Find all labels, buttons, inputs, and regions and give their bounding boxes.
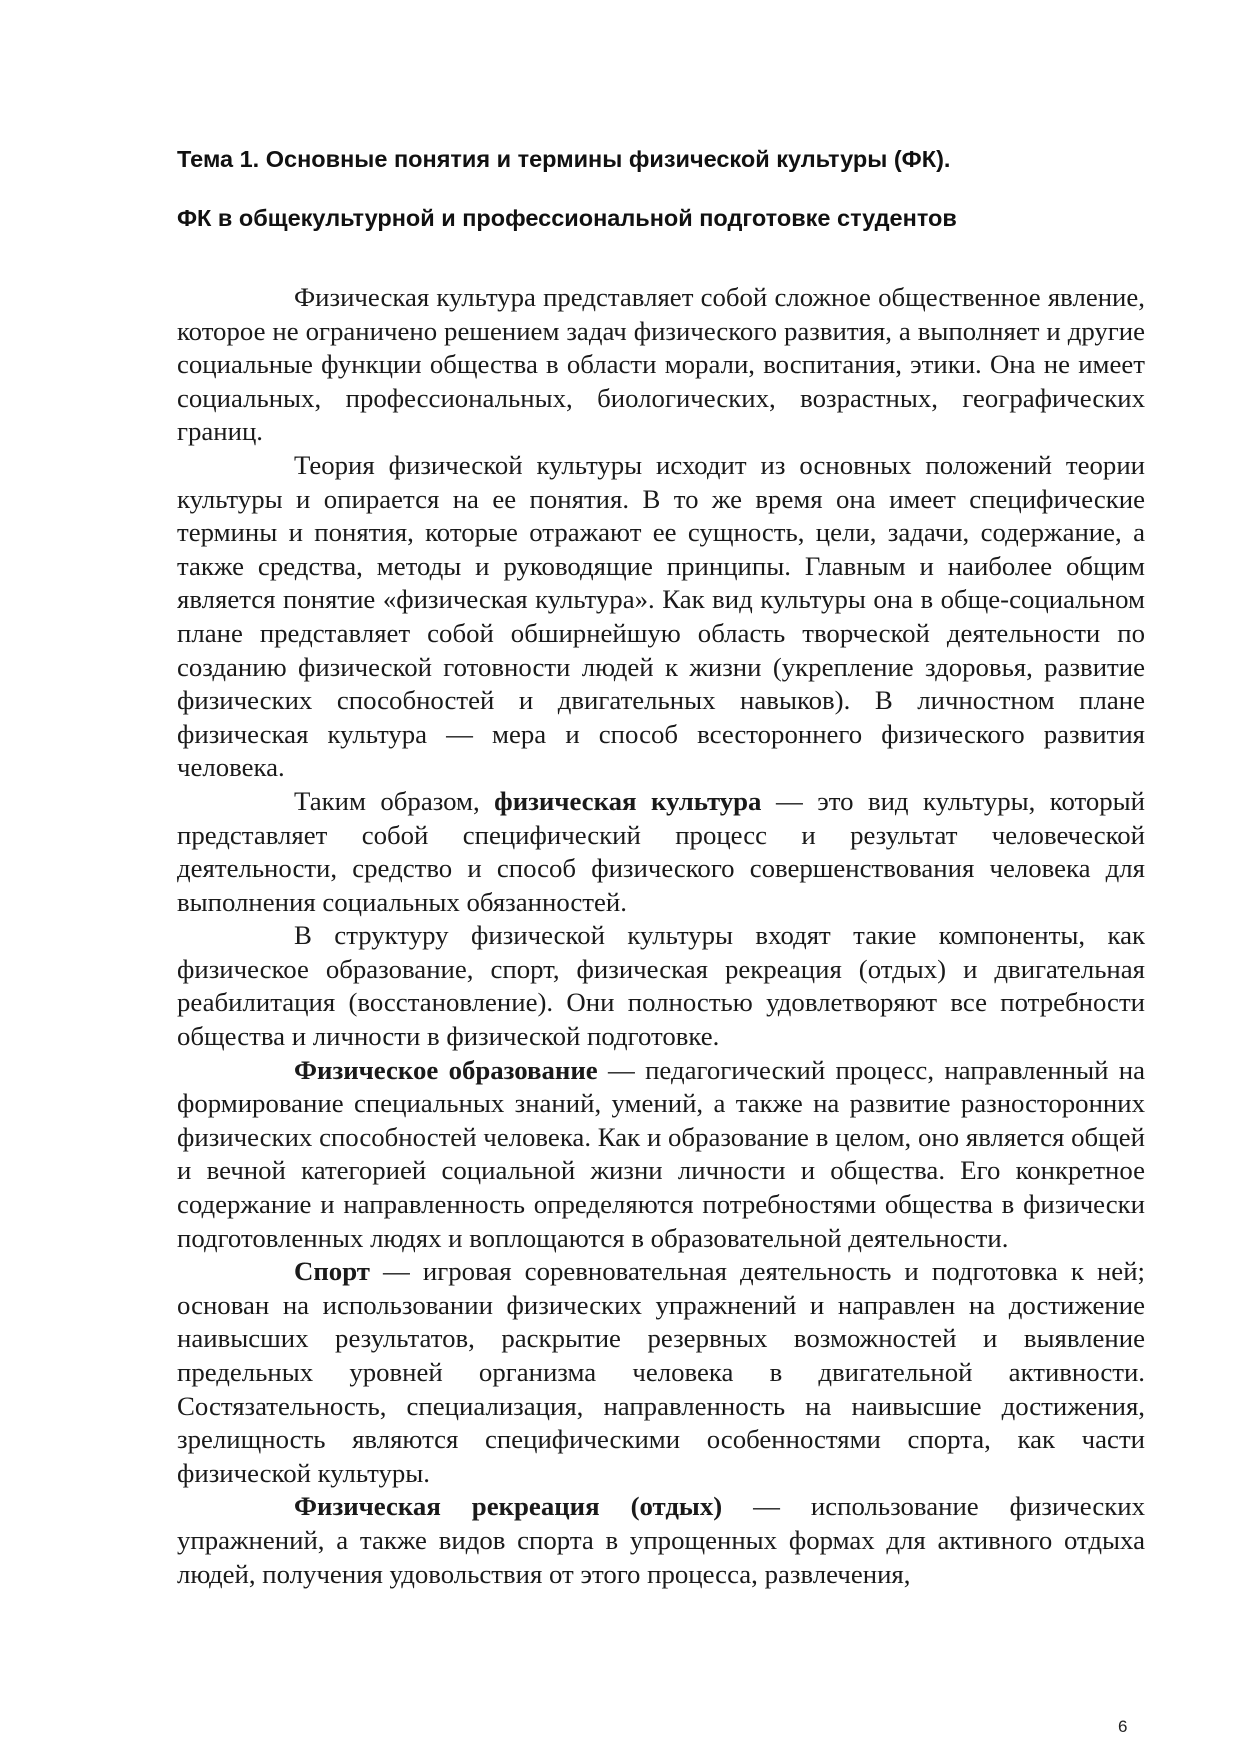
- body-text: [177, 281, 1145, 1591]
- paragraph-lead: Таким образом,: [294, 785, 495, 816]
- paragraph-text: — педагогический процесс, направленный на формирование специальных знаний, умений, а также на развитие разносторонних физических способностей человека. Как и образование в целом, оно является общей и вечной категорией социальной жизни личности и общества. Его конкретное содержание и направленность определяются потребностями общества в физически подготовленных людях и воплощаются в образовательной деятельности.: [177, 1054, 1145, 1253]
- term-physical-culture: физическая культура: [494, 785, 762, 816]
- page-number: 6: [1118, 1717, 1128, 1736]
- paragraph-physical-education: [177, 1054, 1145, 1256]
- paragraph-sport: [177, 1255, 1145, 1490]
- paragraph-text: — это вид культуры, который представляет собой специфический процесс и результат человеческой деятельности, средство и способ физического совершенствования человека для выполнения социальных обязанностей.: [177, 785, 1146, 917]
- paragraph-text: — игровая соревновательная деятельность и подготовка к ней; основан на использовании физических упражнений и направлен на достижение наивысших результатов, раскрытие резервных возможностей и выявление предельных уровней организма человека в двигательной активности. Состязательность, специализация, направленность на наивысшие достижения, зрелищность являются специфическими особенностями спорта, как части физической культуры.: [177, 1256, 1145, 1488]
- paragraph-structure: [177, 919, 1145, 1053]
- paragraph-text: Физическая культура представляет собой сложное общественное явление, которое не ограничено решением задач физического развития, а выполняет и другие социальные функции общества в области морали, воспитания, этики. Она не имеет социальных, профессиональных, биологических, возрастных, географических границ.: [177, 282, 1145, 447]
- paragraph-theory: [177, 449, 1145, 785]
- term-physical-education: Физическое образование: [294, 1054, 598, 1085]
- term-sport: Спорт: [294, 1256, 370, 1287]
- paragraph-intro: [177, 281, 1145, 449]
- paragraph-text: В структуру физической культуры входят такие компоненты, как физическое образование, спорт, физическая рекреация (отдых) и двигательная реабилитация (восстановление). Они полностью удовлетворяют все потребности общества и личности в физической подготовке.: [177, 920, 1145, 1052]
- term-recreation: Физическая рекреация (отдых): [294, 1491, 723, 1522]
- paragraph-text: Теория физической культуры исходит из основных положений теории культуры и опирается на ее понятия. В то же время она имеет специфические термины и понятия, которые отражают ее сущность, цели, задачи, содержание, а также средства, методы и руководящие принципы. Главным и наиболее общим является понятие «физическая культура». Как вид культуры она в обще-социальном плане представляет собой обширнейшую область творческой деятельности по созданию физической готовности людей к жизни (укрепление здоровья, развитие физических способностей и двигательных навыков). В личностном плане физическая культура — мера и способ всестороннего физического развития человека.: [177, 449, 1145, 783]
- paragraph-text: — использование физических упражнений, а также видов спорта в упрощенных формах для активного отдыха людей, получения удовольствия от этого процесса, развлечения,: [177, 1491, 1145, 1589]
- paragraph-recreation: [177, 1490, 1145, 1591]
- topic-subtitle: ФК в общекультурной и профессиональной подготовке студентов: [177, 205, 957, 231]
- topic-title: Тема 1. Основные понятия и термины физической культуры (ФК).: [177, 146, 951, 172]
- paragraph-definition: [177, 785, 1145, 919]
